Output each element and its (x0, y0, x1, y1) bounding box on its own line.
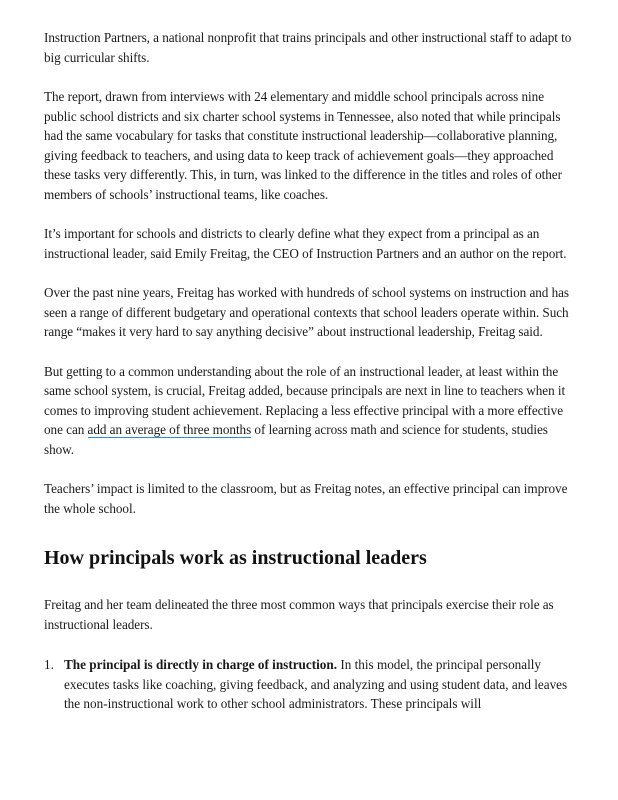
article-body (44, 28, 576, 714)
paragraph: The report, drawn from interviews with 24 elementary and middle school principals across nine public school districts and six charter school systems in Tennessee, also noted that while principals had the same vocabulary for tasks that constitute instructional leadership—collaborative planning, giving feedback to teachers, and using data to keep track of achievement goals—they approached these tasks very differently. This, in turn, was linked to the difference in the titles and roles of other members of schools’ instructional teams, like coaches. (44, 89, 562, 202)
list-item-text: In this model, the principal personally executes tasks like coaching, giving feedback, and analyzing and using student data, and leaves the non-instructional work to other school administrators. These principals will (64, 657, 568, 711)
models-list (44, 655, 576, 714)
paragraph: Teachers’ impact is limited to the classroom, but as Freitag notes, an effective principal can improve the whole school. (44, 481, 568, 516)
section-intro: Freitag and her team delineated the three most common ways that principals exercise their role as instructional leaders. (44, 597, 554, 632)
study-link[interactable]: add an average of three months (87, 422, 252, 437)
paragraph-with-link (44, 362, 576, 460)
list-item (44, 655, 576, 714)
list-number: 1. (44, 657, 54, 672)
paragraph: It’s important for schools and districts to clearly define what they expect from a principal as an instructional leader, said Emily Freitag, the CEO of Instruction Partners and an author on the report. (44, 226, 567, 261)
paragraph-text: of learning across math and science for students, studies show. (44, 422, 548, 457)
paragraph-text: But getting to a common understanding about the role of an instructional leader, at least within the same school system, is crucial, Freitag added, because principals are next in line to teachers when it comes to improving student achievement. Replacing a less effective principal with a more effective one can (44, 363, 566, 437)
section-heading: How principals work as instructional leaders (44, 547, 427, 569)
list-item-lead: The principal is directly in charge of instruction. (64, 657, 338, 672)
paragraph: Instruction Partners, a national nonprofit that trains principals and other instructional staff to adapt to big curricular shifts. (44, 30, 572, 65)
paragraph: Over the past nine years, Freitag has worked with hundreds of school systems on instruction and has seen a range of different budgetary and operational contexts that school leaders operate within. Such range “makes it very hard to say anything decisive” about instructional leadership, Freitag said. (44, 285, 570, 339)
